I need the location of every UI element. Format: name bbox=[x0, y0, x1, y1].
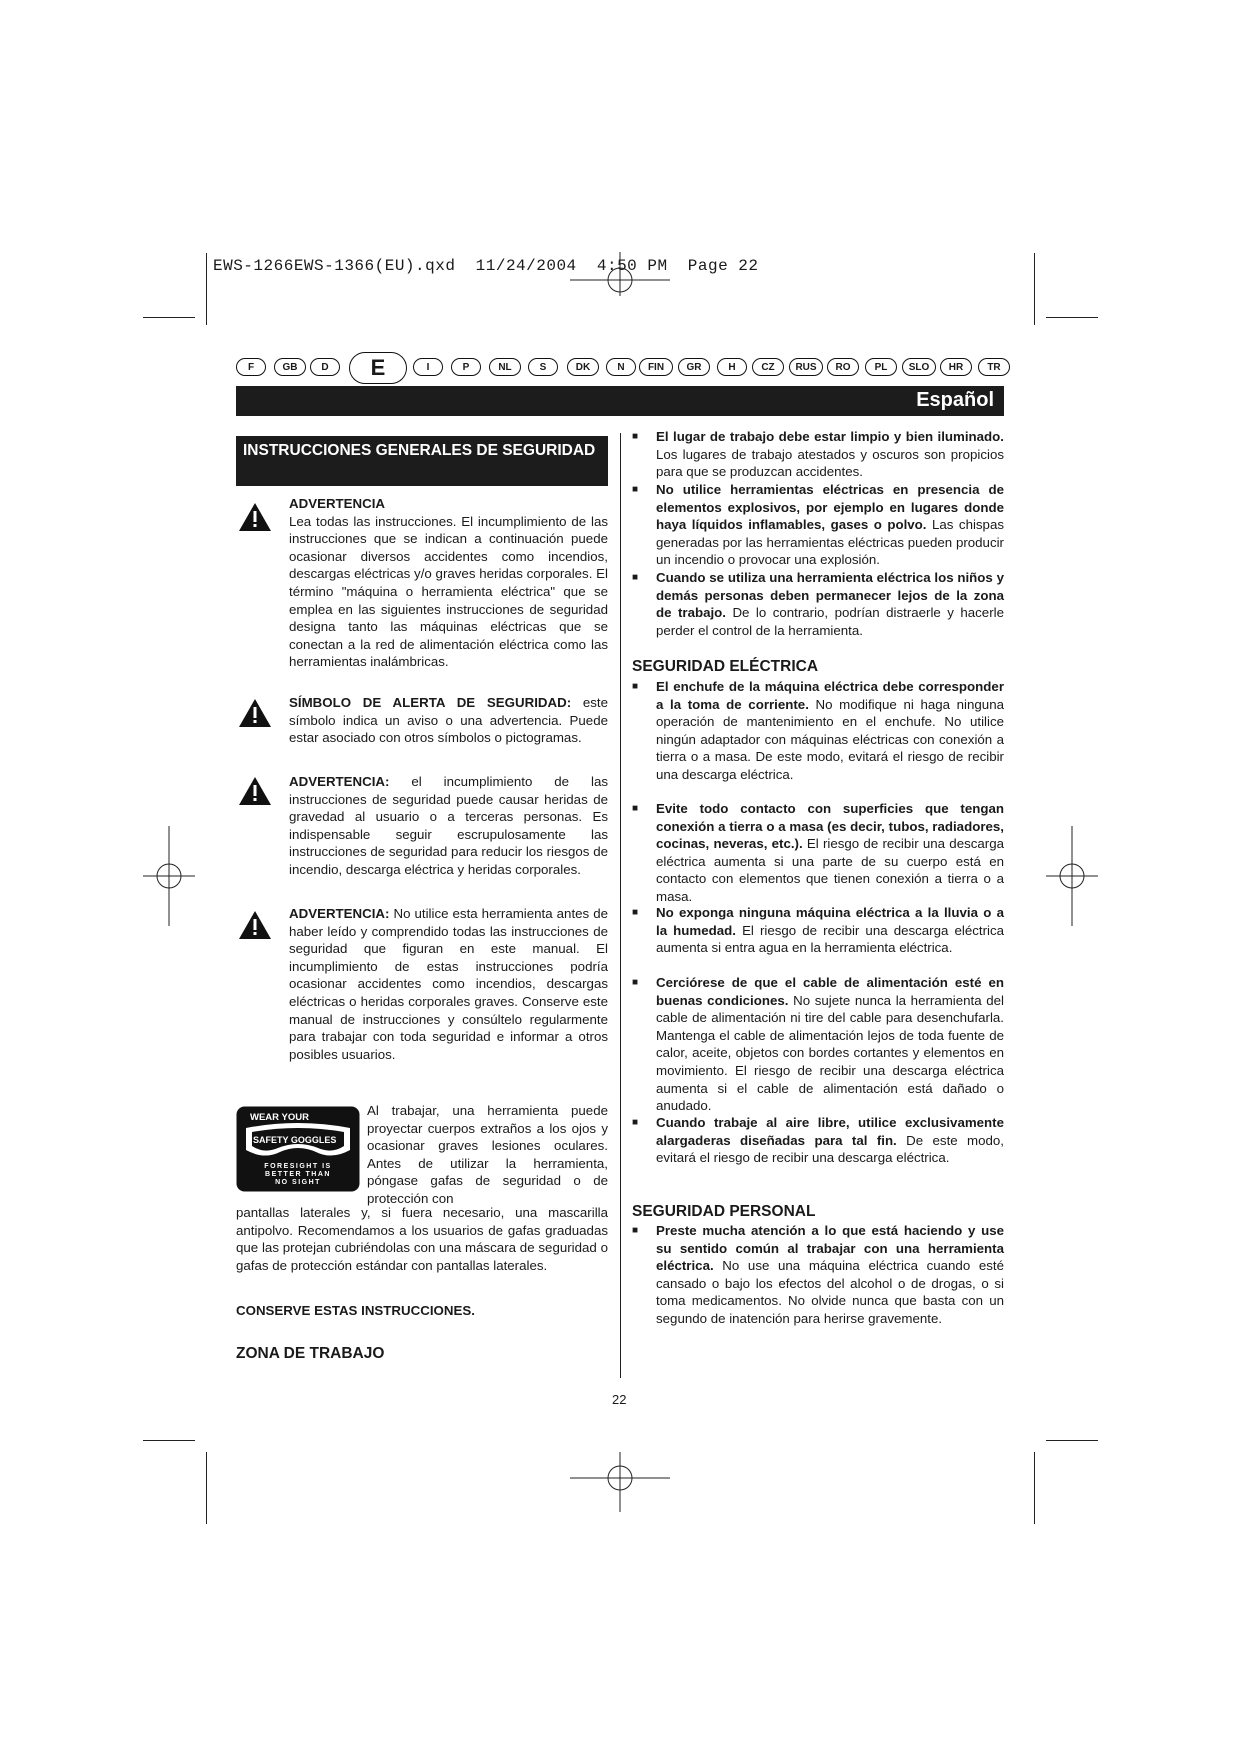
warning-2 bbox=[289, 694, 608, 747]
bullet-icon: ■ bbox=[632, 1225, 639, 1236]
warning-triangle-icon bbox=[238, 910, 272, 940]
list-item bbox=[632, 1222, 1004, 1328]
crop-mark bbox=[206, 253, 207, 325]
heading-seguridad-personal: SEGURIDAD PERSONAL bbox=[632, 1203, 816, 1220]
language-tab-pl[interactable]: PL bbox=[865, 358, 897, 376]
safety-goggles-icon bbox=[236, 1106, 360, 1192]
list-item bbox=[632, 1114, 1004, 1167]
language-tab-s[interactable]: S bbox=[528, 358, 558, 376]
warning-2-title: SÍMBOLO DE ALERTA DE SEGURIDAD: bbox=[289, 695, 572, 710]
language-title-bar bbox=[236, 386, 1004, 416]
language-tab-hr[interactable]: HR bbox=[940, 358, 972, 376]
list-item bbox=[632, 428, 1004, 481]
list-item bbox=[632, 800, 1004, 906]
language-tab-fin[interactable]: FIN bbox=[639, 358, 673, 376]
goggles-bottom-text-1: FORESIGHT IS bbox=[264, 1163, 332, 1170]
list-item-text: El riesgo de recibir una descarga eléctrica aumenta si una parte de su cuerpo está en contacto con elementos que tienen conexión a tierra o a masa. bbox=[656, 836, 1004, 904]
list-item bbox=[632, 974, 1004, 1115]
crop-mark bbox=[143, 1440, 195, 1441]
list-item-text: No modifique ni haga ninguna operación de mantenimiento en el enchufe. No utilice ningún adaptador con máquinas eléctricas con conexión a tierra o a masa. De este modo, evitará el riesgo de recibir una descarga eléctrica. bbox=[656, 696, 1004, 782]
bullet-icon: ■ bbox=[632, 907, 639, 918]
language-title: Español bbox=[916, 389, 994, 411]
language-tab-rus[interactable]: RUS bbox=[789, 358, 823, 376]
registration-mark-icon bbox=[570, 1452, 670, 1512]
page-number: 22 bbox=[612, 1392, 627, 1407]
goggles-text-a: Al trabajar, una herramienta puede proyectar cuerpos extraños a los ojos y ocasionar graves lesiones oculares. Antes de utilizar la herramienta, póngase gafas de seguridad o de protección con bbox=[367, 1103, 608, 1206]
language-tab-gr[interactable]: GR bbox=[678, 358, 710, 376]
language-tab-p[interactable]: P bbox=[451, 358, 481, 376]
crop-mark bbox=[1046, 317, 1098, 318]
goggles-mid-text: SAFETY GOGGLES bbox=[253, 1135, 337, 1145]
section-title-general-safety: INSTRUCCIONES GENERALES DE SEGURIDAD bbox=[236, 436, 608, 486]
registration-mark-icon bbox=[143, 826, 195, 926]
keep-instructions: CONSERVE ESTAS INSTRUCCIONES. bbox=[236, 1303, 475, 1318]
bullet-icon: ■ bbox=[632, 484, 639, 495]
list-item-text: No sujete nunca la herramienta del cable de alimentación ni tire del cable para desenchufarla. Mantenga el cable de alimentación lejos de toda fuente de calor, aceite, objetos con bordes cortantes y elementos en movimiento. El riesgo de recibir una descarga eléctrica aumenta si el cable de alimentación está dañado o anudado. bbox=[656, 992, 1004, 1114]
language-tabs bbox=[236, 352, 1004, 384]
warning-1-text: Lea todas las instrucciones. El incumplimiento de las instrucciones que se indican a continuación puede ocasionar diversos accidentes como incendios, descargas eléctricas y/o graves heridas corporales. El término "máquina o herramienta eléctrica" que se emplea en las siguientes instrucciones de seguridad designa tanto las máquinas eléctricas que se conectan a la red de alimentación eléctrica como las herramientas inalámbricas. bbox=[289, 513, 608, 670]
list-item-bold: Cerciórese de que el cable de alimentación esté en buenas condiciones. bbox=[656, 975, 1004, 1008]
language-tab-n[interactable]: N bbox=[606, 358, 636, 376]
bullet-icon: ■ bbox=[632, 803, 639, 814]
language-tab-tr[interactable]: TR bbox=[978, 358, 1010, 376]
crop-mark bbox=[143, 317, 195, 318]
list-item-text: El riesgo de recibir una descarga eléctrica aumenta si entra agua en la herramienta eléctrica. bbox=[656, 922, 1004, 956]
language-tab-e[interactable]: E bbox=[349, 352, 407, 384]
list-item-text: De este modo, evitará el riesgo de recibir una descarga eléctrica. bbox=[656, 1132, 1004, 1166]
bullet-icon: ■ bbox=[632, 1117, 639, 1128]
list-item bbox=[632, 904, 1004, 957]
language-tab-i[interactable]: I bbox=[413, 358, 443, 376]
registration-mark-icon bbox=[1046, 826, 1098, 926]
list-item-bold: El lugar de trabajo debe estar limpio y bien iluminado. bbox=[656, 429, 1004, 444]
language-tab-f[interactable]: F bbox=[236, 358, 266, 376]
list-item-bold: El enchufe de la máquina eléctrica debe corresponder a la toma de corriente. bbox=[656, 679, 1004, 712]
language-tab-ro[interactable]: RO bbox=[827, 358, 859, 376]
warning-4-text: No utilice esta herramienta antes de haber leído y comprendido todas las instrucciones de seguridad que figuran en este manual. El incumplimiento de estas instrucciones podría ocasionar accidentes como incendios, descargas eléctricas o heridas corporales graves. Conserve este manual de instrucciones y consúltelo regularmente para trabajar con toda seguridad e informar a otros posibles usuarios. bbox=[289, 906, 608, 1062]
goggles-bottom-text-3: NO SIGHT bbox=[275, 1179, 321, 1186]
language-tab-dk[interactable]: DK bbox=[567, 358, 599, 376]
list-item-text: No use una máquina eléctrica cuando esté cansado o bajo los efectos del alcohol o de drogas, o si toma medicamentos. No olvide nunca que basta con un segundo de inatención para herirse gravemente. bbox=[656, 1258, 1004, 1326]
list-item-bold: Cuando se utiliza una herramienta eléctrica los niños y demás personas deben permanecer lejos de la zona de trabajo. bbox=[656, 570, 1004, 621]
bullet-icon: ■ bbox=[632, 572, 639, 583]
warning-triangle-icon bbox=[238, 698, 272, 728]
language-tab-cz[interactable]: CZ bbox=[752, 358, 784, 376]
heading-zona-de-trabajo: ZONA DE TRABAJO bbox=[236, 1345, 385, 1362]
language-tab-slo[interactable]: SLO bbox=[902, 358, 936, 376]
goggles-top-text: WEAR YOUR bbox=[250, 1112, 309, 1123]
heading-seguridad-electrica: SEGURIDAD ELÉCTRICA bbox=[632, 658, 819, 675]
warning-1-title: ADVERTENCIA bbox=[289, 496, 386, 511]
warning-4-title: ADVERTENCIA: bbox=[289, 906, 390, 921]
goggles-bottom-text-2: BETTER THAN bbox=[265, 1171, 331, 1178]
warning-3-text: el incumplimiento de las instrucciones de seguridad puede causar heridas de gravedad al usuario o a terceras personas. Es indispensable seguir escrupulosamente las instrucciones de seguridad para reducir los riesgos de incendio, descarga eléctrica y heridas corporales. bbox=[289, 774, 608, 877]
list-item-bold: No utilice herramientas eléctricas en presencia de elementos explosivos, por ejemplo en lugares donde haya líquidos inflamables, gases o polvo. bbox=[656, 482, 1004, 533]
list-item bbox=[632, 481, 1004, 569]
bullet-icon: ■ bbox=[632, 977, 639, 988]
bullet-icon: ■ bbox=[632, 431, 639, 442]
warning-1 bbox=[289, 495, 608, 671]
crop-mark bbox=[206, 1452, 207, 1524]
warning-triangle-icon bbox=[238, 776, 272, 806]
bullet-icon: ■ bbox=[632, 681, 639, 692]
list-item bbox=[632, 569, 1004, 639]
warning-4 bbox=[289, 905, 608, 1063]
column-divider bbox=[620, 433, 621, 1378]
list-item-bold: No exponga ninguna máquina eléctrica a la lluvia o a la humedad. bbox=[656, 905, 1004, 938]
list-item bbox=[632, 678, 1004, 784]
crop-mark bbox=[1034, 1452, 1035, 1524]
warning-3 bbox=[289, 773, 608, 879]
list-item-text: De lo contrario, podrían distraerle y hacerle perder el control de la herramienta. bbox=[656, 605, 1004, 638]
warning-3-title: ADVERTENCIA: bbox=[289, 774, 390, 789]
language-tab-d[interactable]: D bbox=[310, 358, 340, 376]
warning-2-text: este símbolo indica un aviso o una advertencia. Puede estar asociado con otros símbolos o pictogramas. bbox=[289, 695, 608, 746]
list-item-text: Las chispas generadas por las herramientas eléctricas pueden producir un incendio o provocar una explosión. bbox=[656, 517, 1004, 568]
registration-mark-icon bbox=[570, 252, 670, 296]
list-item-text: Los lugares de trabajo atestados y oscuros son propicios para que se produzcan accidentes. bbox=[656, 446, 1004, 480]
goggles-text-b: pantallas laterales y, si fuera necesario, una mascarilla antipolvo. Recomendamos a los usuarios de gafas graduadas que las protejan cubriéndolas con una máscara de seguridad o gafas de protección estándar con pantallas laterales. bbox=[236, 1205, 608, 1273]
list-item-bold: Preste mucha atención a lo que está haciendo y use su sentido común al trabajar con una herramienta eléctrica. bbox=[656, 1223, 1004, 1274]
crop-mark bbox=[1046, 1440, 1098, 1441]
warning-triangle-icon bbox=[238, 502, 272, 532]
list-item-bold: Cuando trabaje al aire libre, utilice exclusivamente alargaderas diseñadas para tal fin. bbox=[656, 1115, 1004, 1148]
file-header: EWS-1266EWS-1366(EU).qxd 11/24/2004 4:50 PM Page 22 bbox=[213, 257, 759, 275]
language-tab-gb[interactable]: GB bbox=[274, 358, 306, 376]
language-tab-nl[interactable]: NL bbox=[489, 358, 521, 376]
language-tab-h[interactable]: H bbox=[717, 358, 747, 376]
crop-mark bbox=[1034, 253, 1035, 325]
list-item-bold: Evite todo contacto con superficies que tengan conexión a tierra o a masa (es decir, tubos, radiadores, cocinas, neveras, etc.). bbox=[656, 801, 1004, 852]
